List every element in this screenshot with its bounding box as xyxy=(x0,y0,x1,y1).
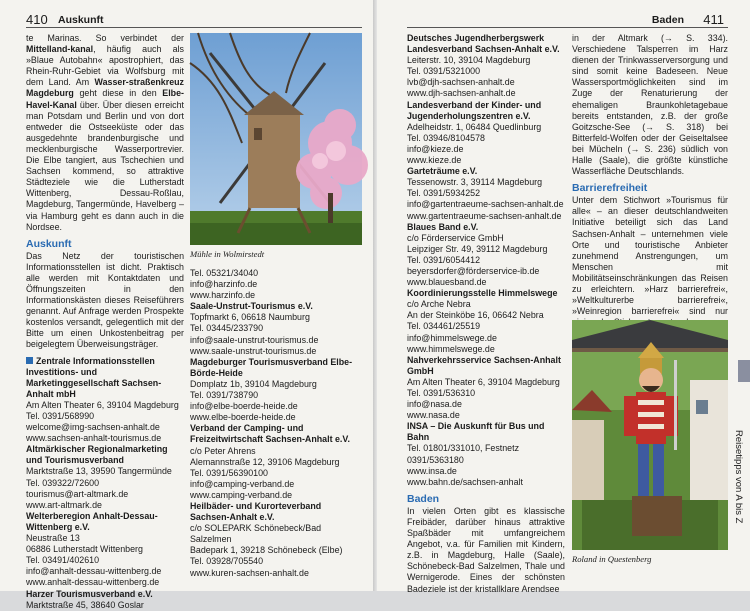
contact-entry-name: Garteträume e.V. xyxy=(407,166,478,177)
contact-entry-line: Tel. 01801/331010, Festnetz xyxy=(407,443,520,454)
contact-entry-line[interactable]: info@anhalt-dessau-wittenberg.de xyxy=(26,566,162,577)
contact-entry-line[interactable]: info@saale-unstrut-tourismus.de xyxy=(190,334,319,345)
contact-entry-line: Leiterstr. 10, 39104 Magdeburg xyxy=(407,55,531,66)
contact-entry-line: Tel. 0391/568990 xyxy=(26,411,95,421)
contact-entry-line: Am Alten Theater 6, 39104 Magdeburg xyxy=(407,376,560,387)
right-running-head xyxy=(651,12,724,28)
baden-paragraph: In vielen Orten gibt es klassische Freibäder, darüber hinaus attraktive Spaßbäder mit umfangreichem Angebot, v.a. für Familien mit Kindern, z.B. in Magdeburg, Halle (Saale), Schönebeck-Bad Salzelmen, Thale und Wernigerode. Eines der schönsten Badeziele ist der kristallklare Arendsee xyxy=(407,505,565,594)
contact-entry-name: INSA – Die Auskunft für Bus und Bahn xyxy=(407,421,545,443)
baden-heading: Baden xyxy=(407,492,440,505)
contact-entry-line[interactable]: info@gartentraeume-sachsen-anhalt.de xyxy=(407,199,564,210)
windmill-photo xyxy=(190,33,362,245)
left-running-head xyxy=(26,12,104,28)
roland-caption: Roland in Questenberg xyxy=(572,554,652,564)
contact-entry-line: Am Alten Theater 6, 39104 Magdeburg xyxy=(26,399,179,410)
contact-entry-name: Magdeburger Tourismusverband Elbe-Börde-Heide xyxy=(190,356,353,378)
contact-entry-line[interactable]: www.kieze.de xyxy=(407,155,462,166)
side-tab-label: Reisetipps von A bis Z xyxy=(733,430,744,524)
contact-entry-line[interactable]: info@elbe-boerde-heide.de xyxy=(190,401,298,412)
contact-entry-line: Tel. 03946/8104578 xyxy=(407,132,485,143)
left-column-2 xyxy=(190,268,362,579)
contact-entry-line: 06886 Lutherstadt Wittenberg xyxy=(26,544,143,555)
harz-contact-line: info@harzinfo.de xyxy=(190,279,258,290)
harz-contact-line: www.harzinfo.de xyxy=(190,290,256,301)
contact-entry-name: Harzer Tourismusverband e.V. xyxy=(26,588,153,599)
contact-entry-name: Koordinierungsstelle Himmelswege xyxy=(407,288,558,299)
contact-entry-line[interactable]: info@himmelswege.de xyxy=(407,332,497,343)
contact-entry-line[interactable]: tourismus@art-altmark.de xyxy=(26,488,129,499)
contact-entry-name: Blaues Band e.V. xyxy=(407,221,479,232)
contact-entry-line[interactable]: welcome@img-sachsen-anhalt.de xyxy=(26,422,160,433)
contact-entry-line: Tessenowstr. 3, 39114 Magdeburg xyxy=(407,177,543,188)
contact-entry-name: Verband der Camping- und Freizeitwirtschaft Sachsen-Anhalt e.V. xyxy=(190,423,350,445)
contact-entry-line: Leipziger Str. 49, 39112 Magdeburg xyxy=(407,243,548,254)
intro-paragraph: te Marinas. So verbindet der Mittelland-kanal, häufig auch als »Blaue Autobahn« apostrophiert, das Rhein-Ruhr-Gebiet via Wolfsburg mit dem Land. Am Wasser-straßenkreuz Magdeburg geht diese in den Elbe-Havel-Kanal über. Über diesen erreicht man Potsdam und Berlin und von dort entweder die Ostseeküste oder das ausgedehnte brandenburgische und mecklenburgische Wasserportrevier. Die Elbe tangiert, aus Tschechien und Sachsen kommend, so attraktive Städteziele wie die Lutherstadt Wittenberg, Dessau-Roßlau, Magdeburg, Tangermünde, Havelberg – via Hamburg geht es dann auch in die Nordsee. xyxy=(26,33,184,232)
contact-entry-name: Deutsches Jugendherbergswerk Landesverband Sachsen-Anhalt e.V. xyxy=(407,33,560,55)
contact-entry-line: Tel. 0391/738790 xyxy=(190,390,259,401)
left-section-label: Auskunft xyxy=(58,14,104,26)
left-column-1 xyxy=(26,33,184,611)
contact-entry-line: Tel. 0391/536310 xyxy=(407,388,476,398)
zentrale-heading: Zentrale Informationsstellen xyxy=(26,356,184,367)
contact-entry-line: Tel. 034461/25519 xyxy=(407,321,481,332)
contact-entry-line[interactable]: www.djh-sachsen-anhalt.de xyxy=(407,88,516,99)
contact-entry-name: Heilbäder- und Kurorteverband Sachsen-Anhalt e.V. xyxy=(190,500,322,523)
contact-entry-line: Topfmarkt 6, 06618 Naumburg xyxy=(190,312,310,323)
contact-entry-line[interactable]: www.bahn.de/sachsen-anhalt xyxy=(407,476,523,487)
contact-entry-line[interactable]: www.nasa.de xyxy=(407,410,460,421)
contact-entry-line: Tel. 0391/5934252 xyxy=(407,188,481,199)
contact-entry-name: Saale-Unstrut-Tourismus e.V. xyxy=(190,301,313,312)
contact-entry-name: Nahverkehrsservice Sachsen-Anhalt GmbH xyxy=(407,354,561,376)
contact-entry-line[interactable]: www.gartentraeume-sachsen-anhalt.de xyxy=(407,210,562,221)
contact-entry-line: Marktstraße 45, 38640 Goslar xyxy=(26,599,144,610)
contact-entry-line: c/o Förderservice GmbH xyxy=(407,232,504,243)
contact-entry-line[interactable]: info@nasa.de xyxy=(407,399,462,410)
contact-list xyxy=(407,33,565,488)
barrierefreiheit-heading: Barrierefreiheit xyxy=(572,182,648,195)
arendsee-paragraph: in der Altmark (→ S. 334). Verschiedene Talsperren im Harz dienen der Trinkwasserversorgung und sind somit keine Badeseen. Neue Wassersportmöglichkeiten sind im Zuge der Renaturierung der ehemaligen Braunkohletagebaue bereits entstanden, z.B. der große Goitzsche-See (→ S. 318) bei Bitterfeld-Wolfen oder der Geiseltalsee bei Mücheln (→ S. 236) südlich von Halle (Saale), die größte künstliche Wasserfläche Deutschlands. xyxy=(572,33,728,177)
right-column-1 xyxy=(407,33,565,595)
contact-entry-line[interactable]: www.camping-verband.de xyxy=(190,489,293,500)
contact-entry-line[interactable]: www.blauesband.de xyxy=(407,277,487,288)
right-page xyxy=(377,0,750,594)
left-page xyxy=(0,0,373,610)
windmill-caption: Mühle in Wolmirstedt xyxy=(190,249,265,259)
contact-entry-line: Tel. 03928/705540 xyxy=(190,556,264,567)
contact-entry-line: c/o SOLEPARK Schönebeck/Bad Salzelmen xyxy=(190,523,322,545)
contact-entry-line[interactable]: www.elbe-boerde-heide.de xyxy=(190,412,296,423)
contact-entry-line: c/o Arche Nebra xyxy=(407,299,471,310)
contact-entry-line: Tel. 0391/5321000 xyxy=(407,66,481,77)
barrierefreiheit-paragraph: Unter dem Stichwort »Tourismus für alle« – an dieser deutschlandweiten Initiative beteiligt sich das Land Sachsen-Anhalt – unternehmen viele Orte und touristische Anbieter zunehmend Anstrengungen, um Menschen mit Mobilitätseinschränkungen das Reisen zu erleichtern. »Harz barrierefrei«, »Weltkulturerbe barrierefrei«, »Weinregion barrierefrei« sind nur xyxy=(572,195,728,317)
contact-entry-line: Neustraße 13 xyxy=(26,533,80,544)
contact-entry-line[interactable]: www.insa.de xyxy=(407,465,457,476)
auskunft-heading: Auskunft xyxy=(26,237,72,250)
contact-entry-name: Altmärkischer Regionalmarketing und Tourismusverband xyxy=(26,444,168,466)
contact-entry-line[interactable]: www.himmelswege.de xyxy=(407,343,495,354)
contact-entry-line: Tel. 03445/233790 xyxy=(190,323,264,334)
harz-contact-line: Tel. 05321/34040 xyxy=(190,268,259,278)
contact-entry-line: Marktstraße 13, 39590 Tangermünde xyxy=(26,466,172,477)
auskunft-paragraph: Das Netz der touristischen Informationsstellen ist dicht. Praktisch alle werden mit Kontaktdaten und Öffnungszeiten in den Informationskästen dieses Reiseführers genannt. Auf Anfrage werden Prospekte kostenlos versandt, gelegentlich mit der Bitte um einen Unkostenbeitrag per beigelegtem Überweisungsträger. xyxy=(26,250,184,350)
contact-entry-line[interactable]: info@camping-verband.de xyxy=(190,478,295,489)
left-page-number: 410 xyxy=(26,12,48,27)
right-section-label: Baden xyxy=(651,14,684,26)
right-page-number: 411 xyxy=(703,12,724,27)
contact-entry-line[interactable]: www.saale-unstrut-tourismus.de xyxy=(190,345,317,356)
contact-entry-line: Adelheidstr. 1, 06484 Quedlinburg xyxy=(407,121,542,132)
contact-entry-line: Tel. 039322/72600 xyxy=(26,477,100,488)
left-header-rule xyxy=(26,27,362,28)
contact-entry-line: Alemannstraße 12, 39106 Magdeburg xyxy=(190,456,340,467)
contact-entry-line[interactable]: www.art-altmark.de xyxy=(26,499,102,510)
contact-entry-name: Welterberegion Anhalt-Dessau-Wittenberg e.V. xyxy=(26,510,158,532)
square-bullet-icon xyxy=(26,357,33,364)
contact-entry-line: c/o Peter Ahrens xyxy=(190,445,256,456)
contact-entry-name: Investitions- und Marketinggesellschaft Sachsen-Anhalt mbH xyxy=(26,366,162,399)
contact-entry-line: Tel. 0391/56390100 xyxy=(190,467,268,478)
contact-entry-line[interactable]: www.kuren-sachsen-anhalt.de xyxy=(190,567,309,578)
contact-entry-line[interactable]: beyersdorfer@förderservice-ib.de xyxy=(407,265,540,276)
contact-entry-line: Tel. 03491/402610 xyxy=(26,555,100,566)
contact-entry-line: Badepark 1, 39218 Schönebeck (Elbe) xyxy=(190,545,343,556)
contact-entry-line: Tel. 0391/6054412 xyxy=(407,254,481,265)
contact-list xyxy=(190,301,362,578)
contact-entry-line[interactable]: lvb@djh-sachsen-anhalt.de xyxy=(407,77,515,88)
contact-entry-line[interactable]: info@kieze.de xyxy=(407,143,464,154)
contact-entry-line: Domplatz 1b, 39104 Magdeburg xyxy=(190,378,317,389)
contact-entry-line: An der Steinköbe 16, 06642 Nebra xyxy=(407,310,544,321)
right-header-rule xyxy=(407,27,728,28)
contact-list xyxy=(26,367,184,611)
contact-entry-name: Landesverband der Kinder- und Jugenderholungszentren e.V. xyxy=(407,99,542,121)
roland-photo xyxy=(572,320,728,550)
side-thumb-tab xyxy=(738,360,750,382)
contact-entry-line[interactable]: www.sachsen-anhalt-tourismus.de xyxy=(26,433,162,444)
contact-entry-line: 0391/5363180 xyxy=(407,454,464,465)
contact-entry-line[interactable]: www.anhalt-dessau-wittenberg.de xyxy=(26,577,160,588)
